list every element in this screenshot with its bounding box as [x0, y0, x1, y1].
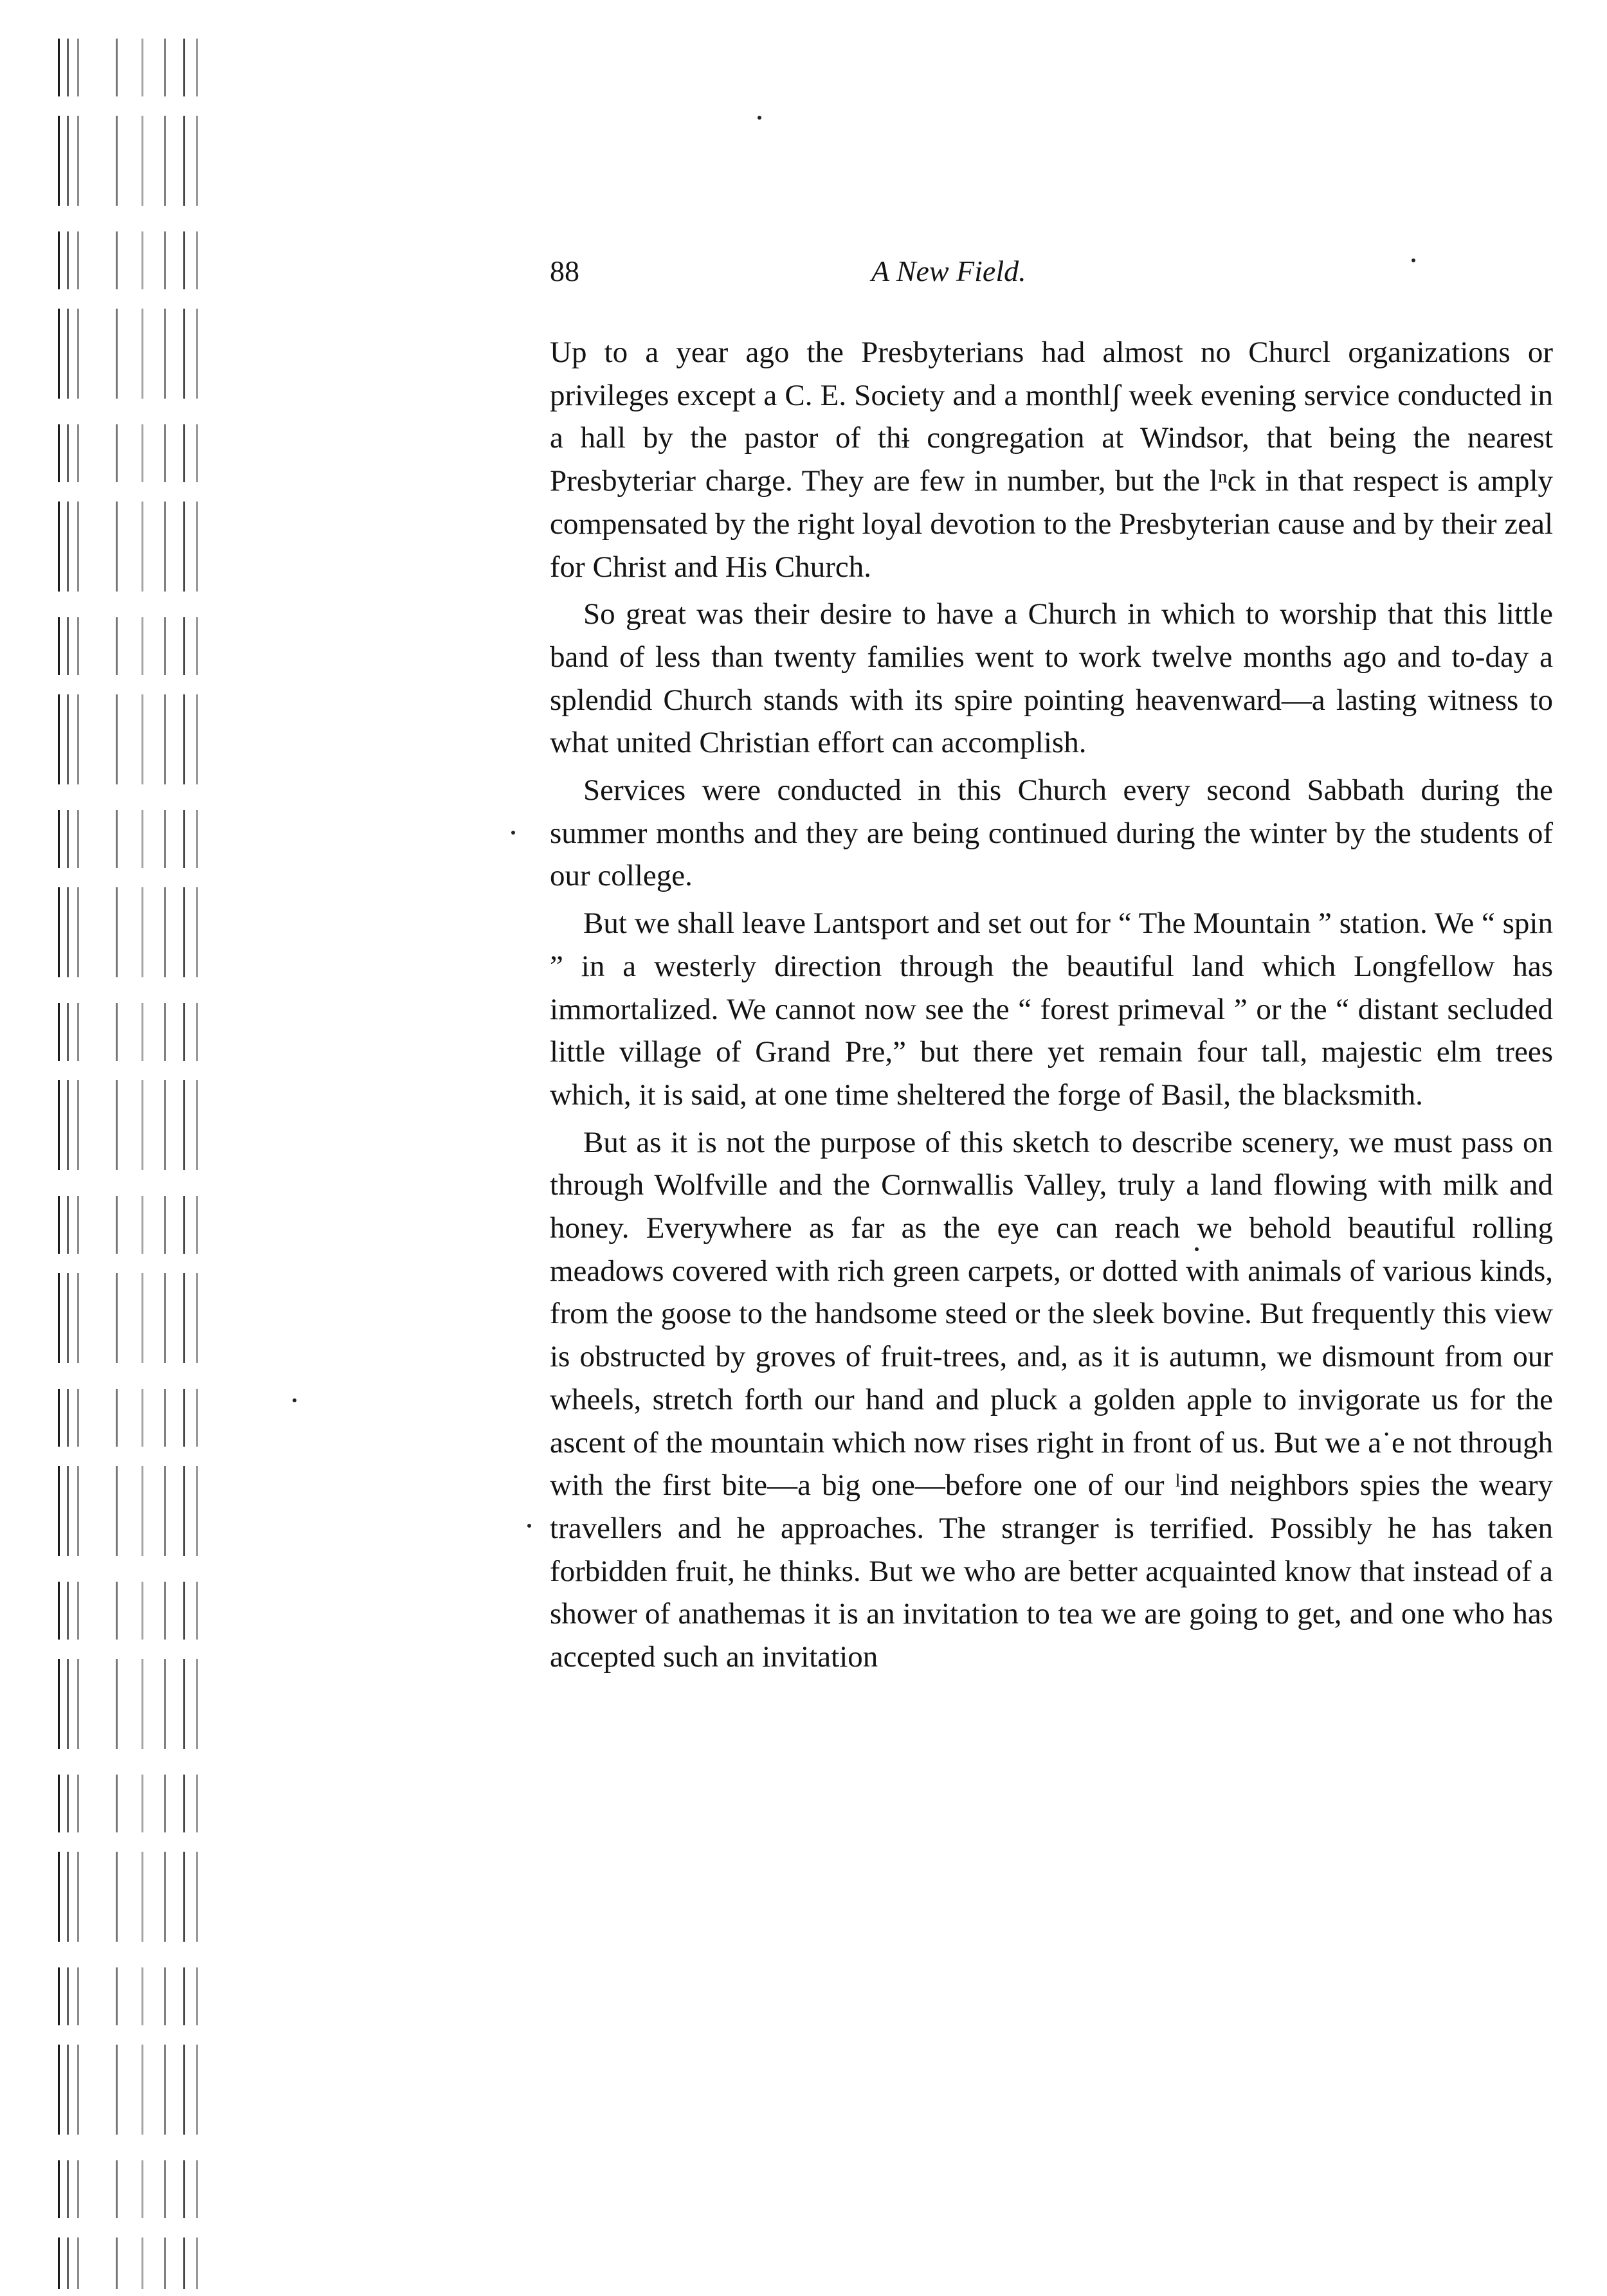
page-body — [550, 331, 1553, 1679]
scan-speck — [758, 116, 761, 120]
scan-speck — [527, 1524, 531, 1528]
running-title: A New Field. — [871, 255, 1026, 287]
paragraph: Up to a year ago the Presbyterians had almost no Churcl organizations or privileges except a C. E. Society and a monthlʃ week evening service conducted in a hall by the pastor of thɨ congregation at Windsor, that being the nearest Presbyteriar charge. They are few in number, but the lⁿck in that respect is amply compensated by the right loyal devotion to the Presbyterian cause and by their zeal for Christ and His Church. — [550, 336, 1553, 584]
scan-speck — [511, 831, 515, 835]
paragraph: But we shall leave Lantsport and set out for “ The Mountain ” station. We “ spin ” in a westerly direction through the beautiful land which Longfellow has immortalized. We cannot now see the “ forest primeval ” or the “ distant secluded little village of Grand Pre,” but there yet remain four tall, majestic elm trees which, it is said, at one time sheltered the forge of Basil, the blacksmith. — [550, 907, 1553, 1112]
scan-speck — [293, 1398, 296, 1402]
page-header — [550, 254, 1553, 312]
page-number: 88 — [550, 255, 579, 287]
binding-gutter-shadow — [51, 39, 206, 2289]
book-page — [550, 254, 1553, 1683]
paragraph: Services were conducted in this Church every second Sabbath during the summer months and they are being continued during the winter by the students of our college. — [550, 773, 1553, 893]
paragraph: But as it is not the purpose of this sketch to describe scenery, we must pass on through Wolfville and the Cornwallis Valley, truly a land flowing with milk and honey. Everywhere as far as the eye can reach we behold beautiful rolling meadows covered with rich green carpets, or dotted with animals of various kinds, from the goose to the handsome steed or the sleek bovine. But frequently this view is obstructed by groves of fruit-trees, and, as it is autumn, we dismount from our wheels, stretch forth our hand and pluck a golden apple to invigorate us for the ascent of the mountain which now rises right in front of us. But we a˙e not through with the first bite—a big one—before one of our ˡind neighbors spies the weary travellers and he approaches. The stranger is terrified. Possibly he has taken forbidden fruit, he thinks. But we who are better acquainted know that instead of a shower of anathemas it is an invitation to tea we are going to get, and one who has accepted such an invitation — [550, 1125, 1553, 1674]
paragraph: So great was their desire to have a Church in which to worship that this little band of less than twenty families went to work twelve months ago and to-day a splendid Church stands with its spire pointing heavenward—a lasting witness to what united Christian effort can accomplish. — [550, 597, 1553, 760]
